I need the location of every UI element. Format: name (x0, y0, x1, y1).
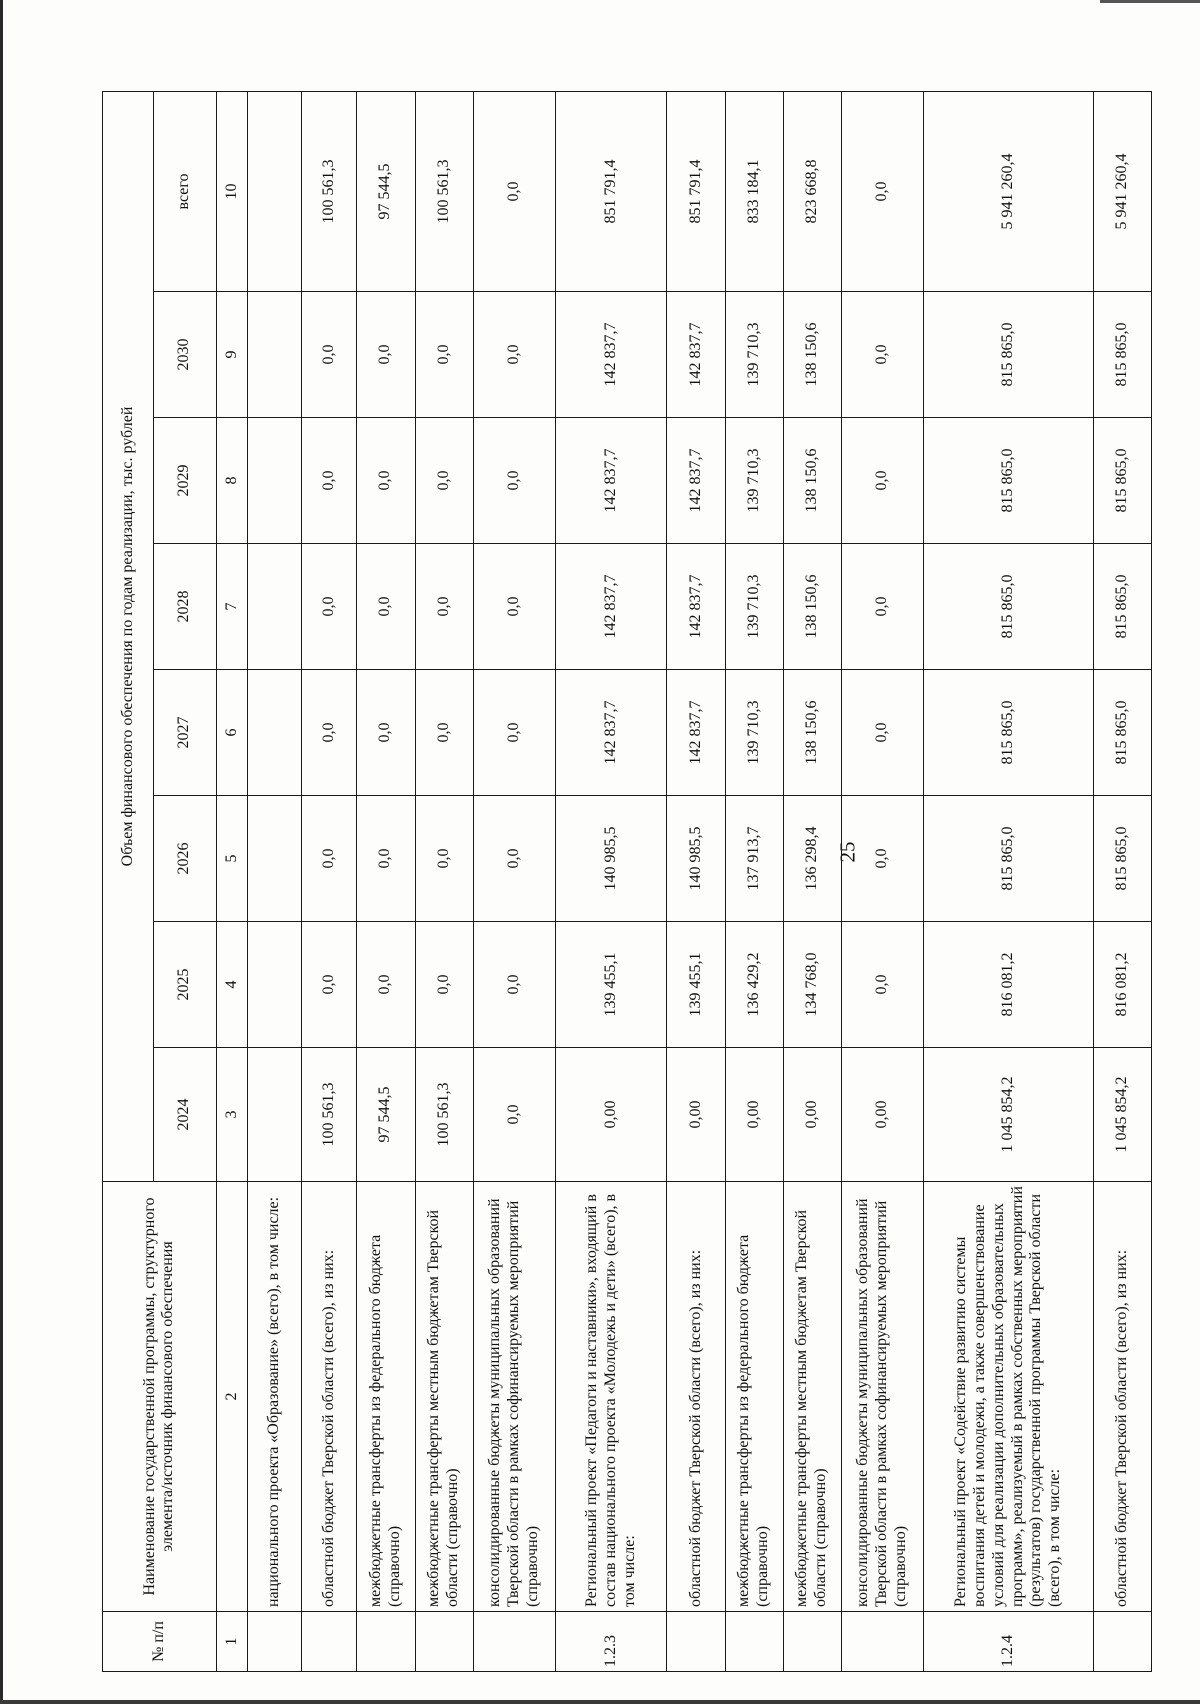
row-value: 1 045 854,2 (924, 1048, 1094, 1182)
table-row (473, 91, 555, 1671)
row-value: 816 081,2 (1093, 922, 1151, 1048)
row-value: 0,0 (301, 292, 357, 418)
row-code (725, 1612, 783, 1672)
row-value: 97 544,5 (357, 1048, 415, 1182)
row-value: 142 837,7 (667, 670, 725, 796)
row-value: 0,0 (301, 418, 357, 544)
row-total: 97 544,5 (357, 91, 415, 291)
row-value: 0,0 (473, 544, 555, 670)
row-value: 138 150,6 (783, 670, 841, 796)
scan-edge (0, 1700, 1200, 1704)
row-value: 815 865,0 (1093, 292, 1151, 418)
row-value: 0,0 (841, 292, 923, 418)
column-number: 8 (216, 418, 247, 544)
column-number: 4 (216, 922, 247, 1048)
header-year: 2029 (153, 418, 216, 544)
row-total: 5 941 260,4 (924, 91, 1094, 291)
row-value: 0,0 (357, 292, 415, 418)
row-value: 0,0 (415, 292, 473, 418)
column-number: 6 (216, 670, 247, 796)
row-value: 0,0 (301, 544, 357, 670)
row-total: 5 941 260,4 (1093, 91, 1151, 291)
row-value: 140 985,5 (667, 796, 725, 922)
row-value: 138 150,6 (783, 544, 841, 670)
row-value: 139 710,3 (725, 292, 783, 418)
row-total: 833 184,1 (725, 91, 783, 291)
column-number: 10 (216, 91, 247, 291)
row-name: областной бюджет Тверской области (всего), из них: (1093, 1182, 1151, 1612)
row-value (248, 544, 301, 670)
row-value: 139 455,1 (667, 922, 725, 1048)
row-total: 100 561,3 (415, 91, 473, 291)
row-value: 0,0 (415, 544, 473, 670)
row-value: 816 081,2 (924, 922, 1094, 1048)
row-value: 0,0 (473, 418, 555, 544)
row-value: 0,0 (415, 670, 473, 796)
row-value (248, 796, 301, 922)
column-number: 5 (216, 796, 247, 922)
row-value: 0,0 (841, 670, 923, 796)
table-row (301, 91, 357, 1671)
row-value: 138 150,6 (783, 418, 841, 544)
row-code (415, 1612, 473, 1672)
row-value: 0,0 (473, 292, 555, 418)
row-value: 0,0 (473, 922, 555, 1048)
row-code: 1.2.4 (924, 1612, 1094, 1672)
row-value: 0,0 (415, 922, 473, 1048)
row-value: 815 865,0 (1093, 796, 1151, 922)
row-value: 0,0 (301, 922, 357, 1048)
financing-table (102, 91, 1152, 1672)
row-value: 0,0 (301, 670, 357, 796)
row-code: 1.2.3 (556, 1612, 667, 1672)
row-value: 134 768,0 (783, 922, 841, 1048)
rotated-table-wrapper (102, 92, 1152, 1672)
row-total: 851 791,4 (556, 91, 667, 291)
row-value: 0,0 (841, 922, 923, 1048)
table-row (725, 91, 783, 1671)
row-code (248, 1612, 301, 1672)
column-number: 7 (216, 544, 247, 670)
table-row (841, 91, 923, 1671)
header-year: 2025 (153, 922, 216, 1048)
column-number: 9 (216, 292, 247, 418)
row-total (248, 91, 301, 291)
row-value: 0,00 (725, 1048, 783, 1182)
row-value: 0,0 (357, 796, 415, 922)
row-value: 815 865,0 (924, 670, 1094, 796)
row-total: 0,0 (841, 91, 923, 291)
row-value: 139 710,3 (725, 544, 783, 670)
row-value: 0,0 (841, 796, 923, 922)
row-value: 0,0 (415, 418, 473, 544)
row-value (248, 670, 301, 796)
row-code (357, 1612, 415, 1672)
row-value: 100 561,3 (415, 1048, 473, 1182)
row-value: 815 865,0 (1093, 544, 1151, 670)
column-numbers-row (216, 91, 247, 1671)
row-value: 142 837,7 (556, 670, 667, 796)
header-year: 2030 (153, 292, 216, 418)
row-value: 0,0 (841, 544, 923, 670)
table-row (556, 91, 667, 1671)
header-num: № п/п (103, 1612, 217, 1672)
row-value: 0,00 (667, 1048, 725, 1182)
row-value: 1 045 854,2 (1093, 1048, 1151, 1182)
row-value: 815 865,0 (924, 544, 1094, 670)
row-value: 0,0 (415, 796, 473, 922)
row-total: 851 791,4 (667, 91, 725, 291)
table-row (924, 91, 1094, 1671)
row-value: 0,0 (841, 418, 923, 544)
row-code (1093, 1612, 1151, 1672)
row-value (248, 1048, 301, 1182)
row-value: 140 985,5 (556, 796, 667, 922)
row-value: 139 710,3 (725, 670, 783, 796)
column-number: 2 (216, 1182, 247, 1612)
row-value: 0,0 (357, 670, 415, 796)
table-row (357, 91, 415, 1671)
row-code (841, 1612, 923, 1672)
row-value: 136 298,4 (783, 796, 841, 922)
row-value: 0,0 (473, 796, 555, 922)
table-row (1093, 91, 1151, 1671)
row-value: 142 837,7 (556, 292, 667, 418)
row-total: 823 668,8 (783, 91, 841, 291)
row-value: 0,0 (357, 922, 415, 1048)
row-name: межбюджетные трансферты из федерального бюджета (справочно) (357, 1182, 415, 1612)
row-name: областной бюджет Тверской области (всего), из них: (301, 1182, 357, 1612)
column-number: 3 (216, 1048, 247, 1182)
row-code (473, 1612, 555, 1672)
row-name: межбюджетные трансферты из федерального бюджета (справочно) (725, 1182, 783, 1612)
row-value: 0,0 (357, 544, 415, 670)
header-name: Наименование государственной программы, структурного элемента/источник финансового обеспечения (103, 1182, 217, 1612)
header-year: 2024 (153, 1048, 216, 1182)
row-code (783, 1612, 841, 1672)
header-year: 2026 (153, 796, 216, 922)
row-value: 815 865,0 (924, 796, 1094, 922)
row-value: 0,0 (473, 1048, 555, 1182)
row-value: 142 837,7 (667, 292, 725, 418)
row-value (248, 292, 301, 418)
row-value: 142 837,7 (667, 418, 725, 544)
row-value: 0,0 (473, 670, 555, 796)
row-value: 142 837,7 (556, 544, 667, 670)
row-value (248, 922, 301, 1048)
table-row (248, 91, 301, 1671)
row-value: 815 865,0 (924, 418, 1094, 544)
header-total: всего (153, 91, 216, 291)
row-value: 142 837,7 (667, 544, 725, 670)
row-value: 139 710,3 (725, 418, 783, 544)
row-value: 137 913,7 (725, 796, 783, 922)
row-value: 815 865,0 (1093, 418, 1151, 544)
row-value: 138 150,6 (783, 292, 841, 418)
row-value: 815 865,0 (1093, 670, 1151, 796)
header-year: 2027 (153, 670, 216, 796)
row-value: 0,00 (783, 1048, 841, 1182)
table-row (415, 91, 473, 1671)
scan-edge (1100, 0, 1200, 3)
row-code (667, 1612, 725, 1672)
row-value: 139 455,1 (556, 922, 667, 1048)
row-value: 142 837,7 (556, 418, 667, 544)
header-year: 2028 (153, 544, 216, 670)
row-value: 136 429,2 (725, 922, 783, 1048)
row-code (301, 1612, 357, 1672)
header-row (103, 91, 154, 1671)
table-row (667, 91, 725, 1671)
row-value: 0,0 (301, 796, 357, 922)
row-value (248, 418, 301, 544)
row-value: 100 561,3 (301, 1048, 357, 1182)
row-total: 100 561,3 (301, 91, 357, 291)
row-name: межбюджетные трансферты местным бюджетам Тверской области (справочно) (783, 1182, 841, 1612)
row-total: 0,0 (473, 91, 555, 291)
row-name: межбюджетные трансферты местным бюджетам Тверской области (справочно) (415, 1182, 473, 1612)
row-name: консолидированные бюджеты муниципальных образований Тверской области в рамках софинансируемых мероприятий (справочно) (473, 1182, 555, 1612)
row-name: областной бюджет Тверской области (всего), из них: (667, 1182, 725, 1612)
row-name: национального проекта «Образование» (всего), в том числе: (248, 1182, 301, 1612)
scan-edge (0, 0, 3, 1704)
row-value: 815 865,0 (924, 292, 1094, 418)
row-name: Региональный проект «Содействие развитию системы воспитания детей и молодежи, а также совершенствование условий для реализации дополнительных образовательных программ», реализуемый в рамках собственных мероприятий (результатов) государственной программы Тверской области (всего), в том числе: (924, 1182, 1094, 1612)
row-value: 0,0 (357, 418, 415, 544)
row-name: Региональный проект «Педагоги и наставники», входящий в состав национального проекта «Молодежь и дети» (всего), в том числе: (556, 1182, 667, 1612)
table-row (783, 91, 841, 1671)
row-value: 0,00 (841, 1048, 923, 1182)
row-value: 0,00 (556, 1048, 667, 1182)
header-volume: Объем финансового обеспечения по годам реализации, тыс. рублей (103, 91, 154, 1181)
column-number: 1 (216, 1612, 247, 1672)
row-name: консолидированные бюджеты муниципальных образований Тверской области в рамках софинансируемых мероприятий (справочно) (841, 1182, 923, 1612)
page-number: 25 (835, 841, 860, 863)
